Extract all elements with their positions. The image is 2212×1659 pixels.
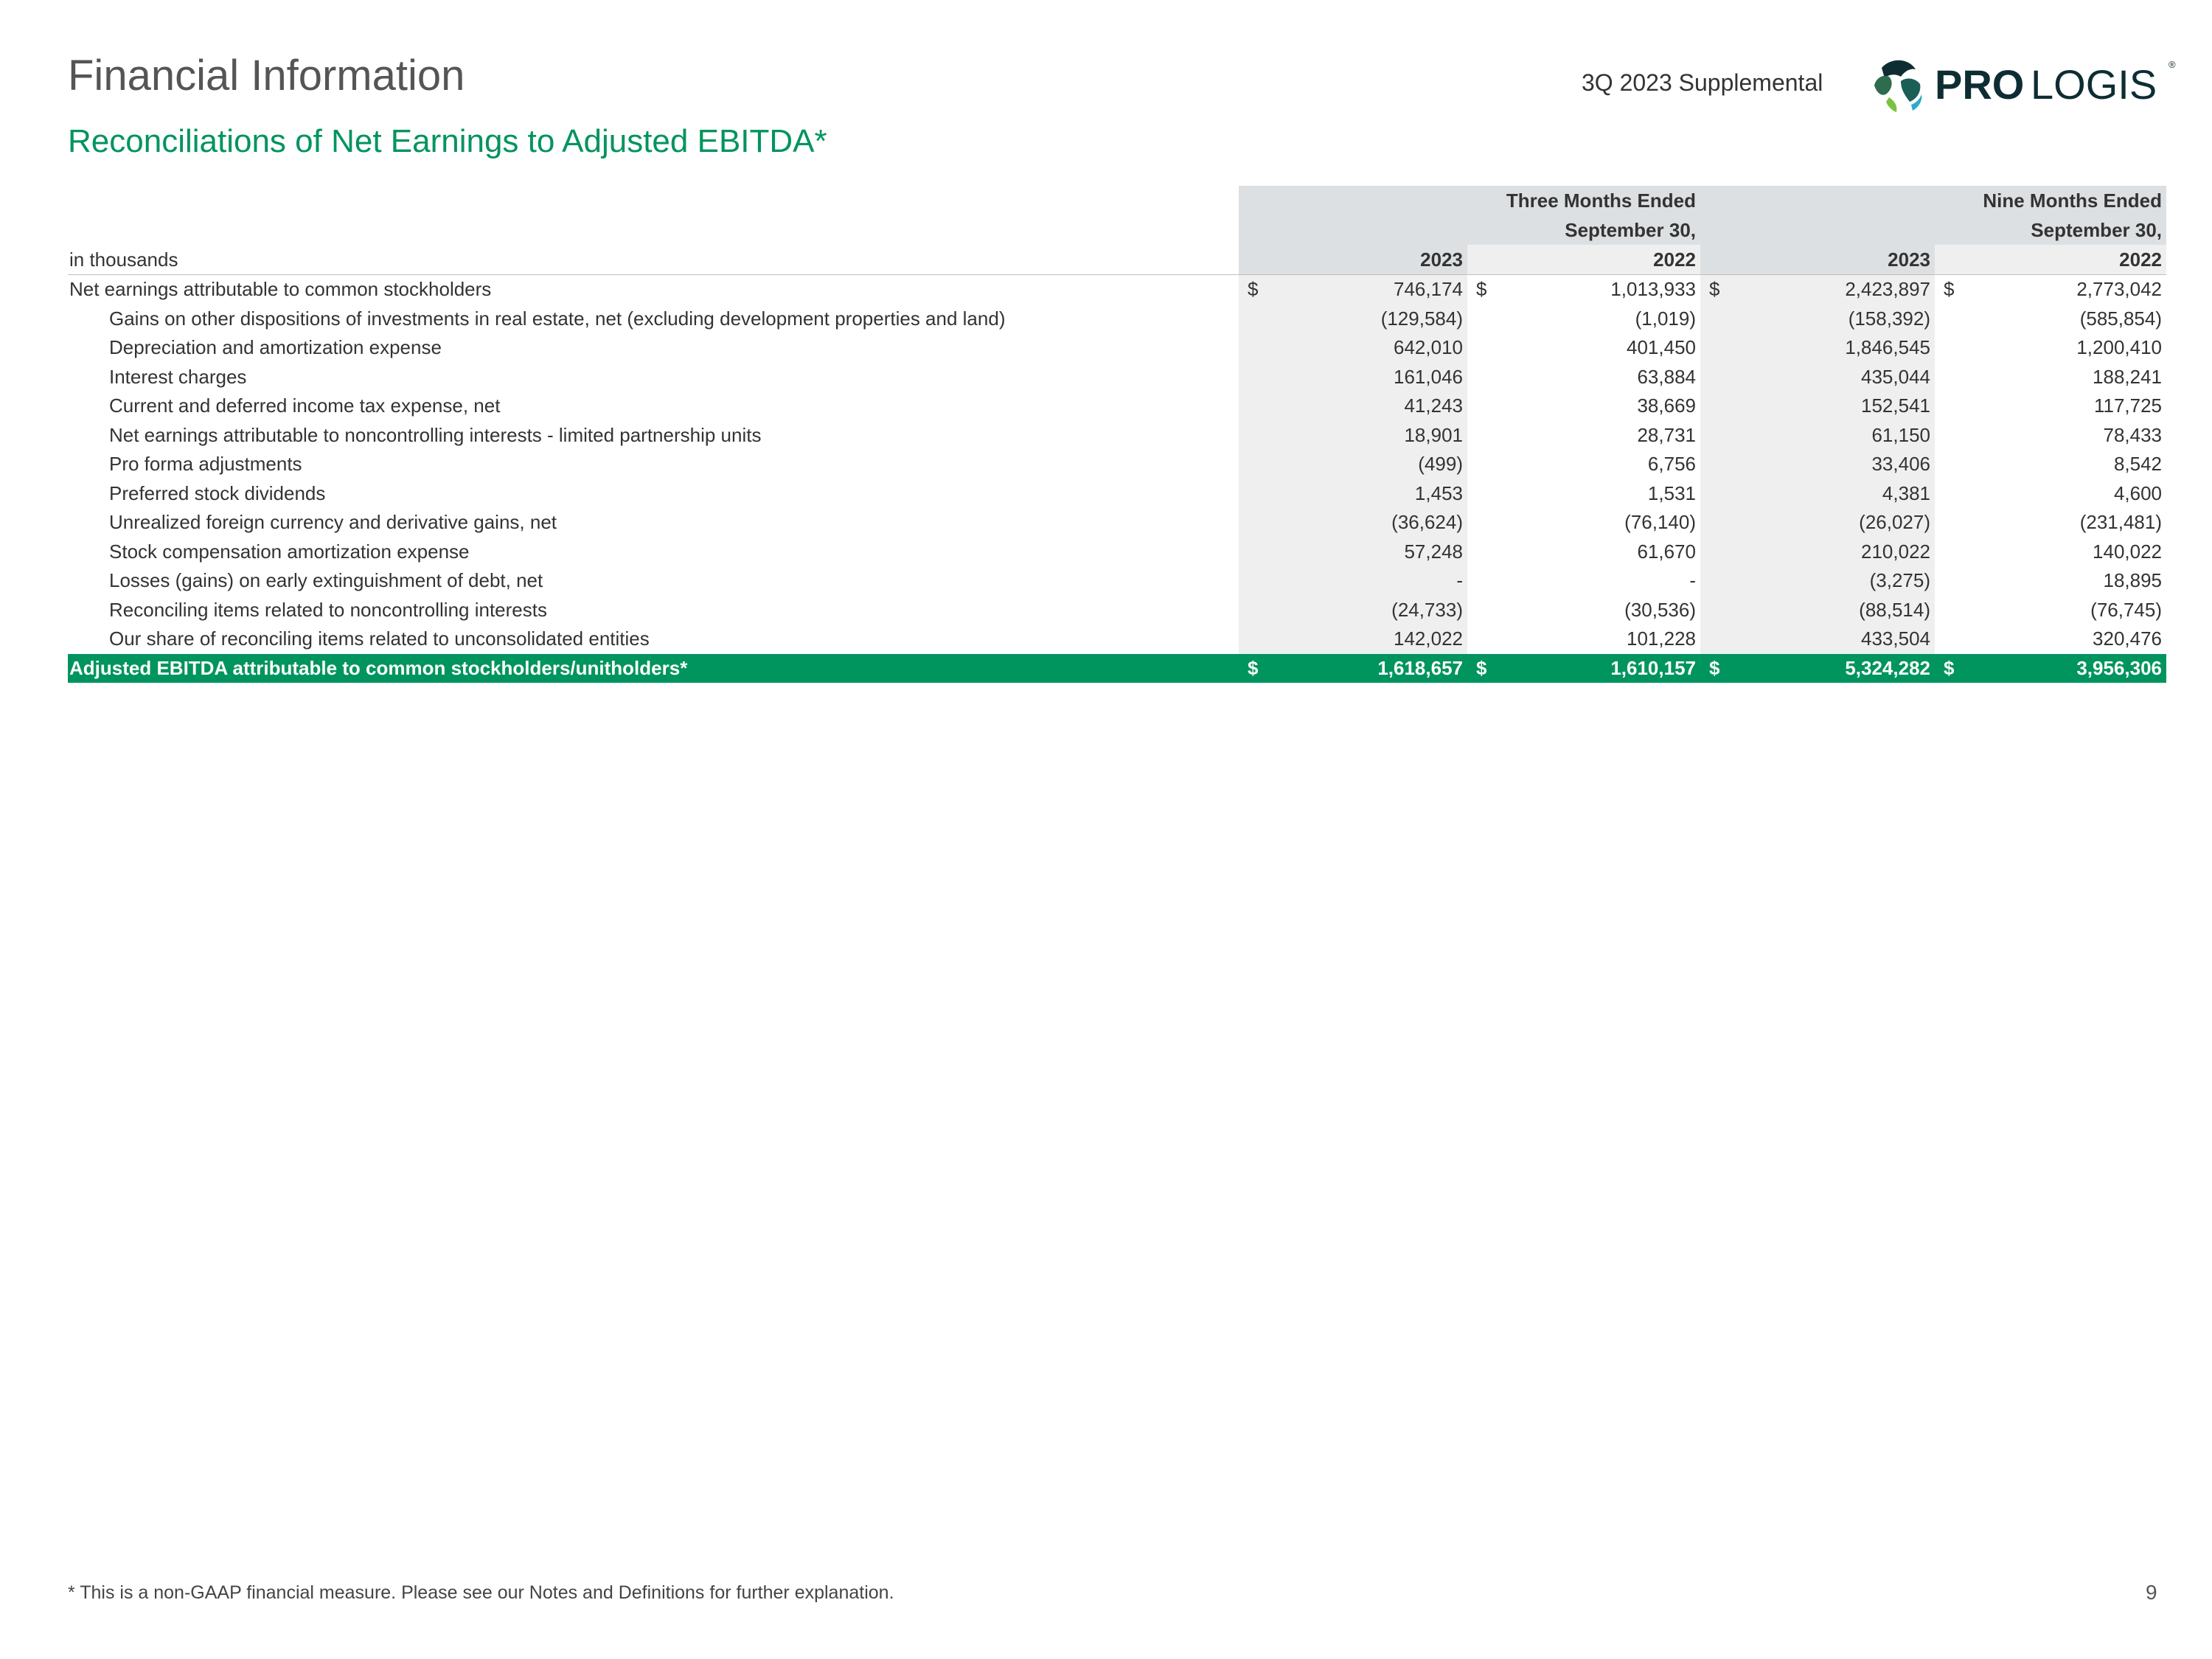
three-months-header-line1: Three Months Ended [1506,189,1696,212]
currency-cell: $ [1239,654,1290,684]
value-cell: 210,022 [1752,538,1935,567]
value-cell: 1,453 [1290,479,1467,509]
currency-cell [1700,450,1752,479]
currency-cell [1467,363,1519,392]
currency-cell [1239,450,1290,479]
row-label: Net earnings attributable to noncontrolling interests - limited partnership units [109,423,762,446]
value-cell: 8,542 [2113,453,2163,476]
currency-cell: $ [1239,275,1290,305]
currency-cell [1700,479,1752,509]
value-cell: - [1290,566,1467,596]
table-row [68,450,2166,479]
value-cell: 320,476 [2093,627,2163,650]
value-cell: 18,901 [1290,421,1467,451]
nine-months-header-line2: September 30, [2031,218,2163,241]
currency-cell [1239,392,1290,421]
currency-cell [1700,333,1752,363]
value-cell: 57,248 [1290,538,1467,567]
year-header: 2023 [1420,248,1463,271]
total-value-cell: 5,324,282 [1752,654,1935,684]
value-cell: (30,536) [1624,598,1696,621]
currency-cell [1467,421,1519,451]
currency-cell [1467,538,1519,567]
currency-cell [1239,625,1290,654]
row-label: Losses (gains) on early extinguishment of debt, net [109,569,543,592]
row-label: Reconciling items related to noncontrolling interests [109,598,547,621]
footnote: * This is a non-GAAP financial measure. Please see our Notes and Definitions for further explanation. [68,1582,894,1603]
value-cell: (76,140) [1624,511,1696,534]
currency-cell [1467,596,1519,625]
year-header: 2023 [1888,248,1930,271]
value-cell: 433,504 [1752,625,1935,654]
value-cell: 4,600 [2113,481,2163,504]
row-label: Preferred stock dividends [109,481,326,504]
value-cell: 78,433 [2103,423,2163,446]
value-cell: 33,406 [1752,450,1935,479]
currency-cell [1239,508,1290,538]
currency-cell [1700,421,1752,451]
value-cell: 101,228 [1627,627,1696,650]
value-cell: 1,531 [1647,481,1696,504]
currency-cell [1935,421,1986,451]
currency-cell [1700,392,1752,421]
currency-cell: $ [1476,278,1487,301]
row-label: Unrealized foreign currency and derivative gains, net [109,511,557,534]
value-cell: 2,423,897 [1752,275,1935,305]
currency-cell [1935,479,1986,509]
value-cell: 1,013,933 [1610,278,1696,301]
currency-cell [1467,625,1519,654]
value-cell: 435,044 [1752,363,1935,392]
value-cell: (158,392) [1752,305,1935,334]
value-cell: (585,854) [2079,307,2163,330]
currency-cell: $ [1935,654,1986,684]
currency-cell [1700,363,1752,392]
value-cell: 117,725 [2093,394,2163,417]
currency-cell: $ [1700,275,1752,305]
currency-cell [1935,450,1986,479]
currency-cell [1700,566,1752,596]
value-cell: 6,756 [1647,453,1696,476]
table-row [68,596,2166,625]
value-cell: 63,884 [1637,365,1696,388]
table-row [68,363,2166,392]
currency-cell: $ [1944,278,1955,301]
row-label: Stock compensation amortization expense [109,540,470,563]
currency-cell [1467,333,1519,363]
group-header-row-1 [68,186,2166,215]
value-cell: 61,150 [1752,421,1935,451]
table-row [68,421,2166,451]
currency-cell [1239,421,1290,451]
currency-cell [1935,596,1986,625]
value-cell: 642,010 [1290,333,1467,363]
total-row [68,654,2166,684]
units-label: in thousands [68,245,1239,275]
currency-cell [1239,333,1290,363]
value-cell: 142,022 [1290,625,1467,654]
table-row [68,275,2166,305]
row-label: Gains on other dispositions of investments in real estate, net (excluding development properties and land) [109,307,1006,330]
table-row [68,566,2166,596]
currency-cell [1467,450,1519,479]
value-cell: (129,584) [1290,305,1467,334]
table-row [68,538,2166,567]
value-cell: (36,624) [1290,508,1467,538]
currency-cell [1935,333,1986,363]
currency-cell [1239,305,1290,334]
nine-months-header-line1: Nine Months Ended [1983,189,2163,212]
total-value-cell: 1,618,657 [1290,654,1467,684]
value-cell: 18,895 [2103,569,2163,592]
currency-cell [1935,392,1986,421]
table-row [68,479,2166,509]
currency-cell [1935,538,1986,567]
total-value-cell: 1,610,157 [1519,654,1700,684]
table-row [68,508,2166,538]
value-cell: - [1689,569,1696,592]
row-label: Our share of reconciling items related to unconsolidated entities [109,627,650,650]
page-number: 9 [2146,1581,2157,1604]
currency-cell [1467,508,1519,538]
value-cell: 140,022 [2093,540,2163,563]
currency-cell [1700,305,1752,334]
row-label: Current and deferred income tax expense, net [109,394,501,417]
value-cell: 38,669 [1637,394,1696,417]
ebitda-reconciliation-table [68,186,2166,683]
currency-cell [1700,538,1752,567]
row-label: Net earnings attributable to common stockholders [69,278,492,301]
row-label: Pro forma adjustments [109,453,302,476]
currency-cell [1700,596,1752,625]
row-label: Depreciation and amortization expense [109,336,442,359]
table-row [68,305,2166,334]
value-cell: (76,745) [2090,598,2163,621]
group-header-row-2 [68,215,2166,245]
prologis-globe-icon [1867,52,2177,118]
currency-cell [1700,625,1752,654]
prologis-logo [1867,52,2177,118]
value-cell: 1,200,410 [2076,336,2163,359]
currency-cell [1239,363,1290,392]
value-cell: 188,241 [2093,365,2163,388]
currency-cell [1935,363,1986,392]
currency-cell [1935,566,1986,596]
year-header: 2022 [1653,248,1696,271]
value-cell: (3,275) [1752,566,1935,596]
value-cell: 4,381 [1752,479,1935,509]
table-row [68,333,2166,363]
value-cell: 746,174 [1290,275,1467,305]
currency-cell: $ [1467,654,1519,684]
logo-text-bold: PRO [1935,61,2025,108]
year-header: 2022 [2119,248,2163,271]
currency-cell: $ [1700,654,1752,684]
value-cell: 401,450 [1627,336,1696,359]
currency-cell [1935,508,1986,538]
value-cell: (499) [1290,450,1467,479]
currency-cell [1239,596,1290,625]
value-cell: 152,541 [1752,392,1935,421]
value-cell: (24,733) [1290,596,1467,625]
currency-cell [1700,508,1752,538]
year-header-row [68,245,2166,275]
currency-cell [1239,538,1290,567]
value-cell: (1,019) [1635,307,1696,330]
value-cell: (26,027) [1752,508,1935,538]
registered-mark: ® [2168,59,2176,70]
currency-cell [1239,566,1290,596]
currency-cell [1467,479,1519,509]
value-cell: 28,731 [1637,423,1696,446]
value-cell: 61,670 [1637,540,1696,563]
total-value-cell: 3,956,306 [1986,654,2166,684]
currency-cell [1935,305,1986,334]
value-cell: 2,773,042 [2076,278,2163,301]
currency-cell [1467,566,1519,596]
value-cell: 41,243 [1290,392,1467,421]
currency-cell [1239,479,1290,509]
value-cell: (231,481) [2079,511,2163,534]
three-months-header-line2: September 30, [1565,218,1696,241]
currency-cell [1935,625,1986,654]
value-cell: 161,046 [1290,363,1467,392]
supplemental-label: 3Q 2023 Supplemental [1582,69,1823,96]
value-cell: 1,846,545 [1752,333,1935,363]
currency-cell [1467,392,1519,421]
page-subtitle: Reconciliations of Net Earnings to Adjusted EBITDA* [68,123,827,159]
row-label: Interest charges [109,365,247,388]
page-title: Financial Information [68,52,465,100]
currency-cell [1467,305,1519,334]
table-row [68,392,2166,421]
table-row [68,625,2166,654]
logo-text-regular: LOGIS [2031,61,2157,108]
total-label: Adjusted EBITDA attributable to common stockholders/unitholders* [68,654,1239,684]
value-cell: (88,514) [1752,596,1935,625]
